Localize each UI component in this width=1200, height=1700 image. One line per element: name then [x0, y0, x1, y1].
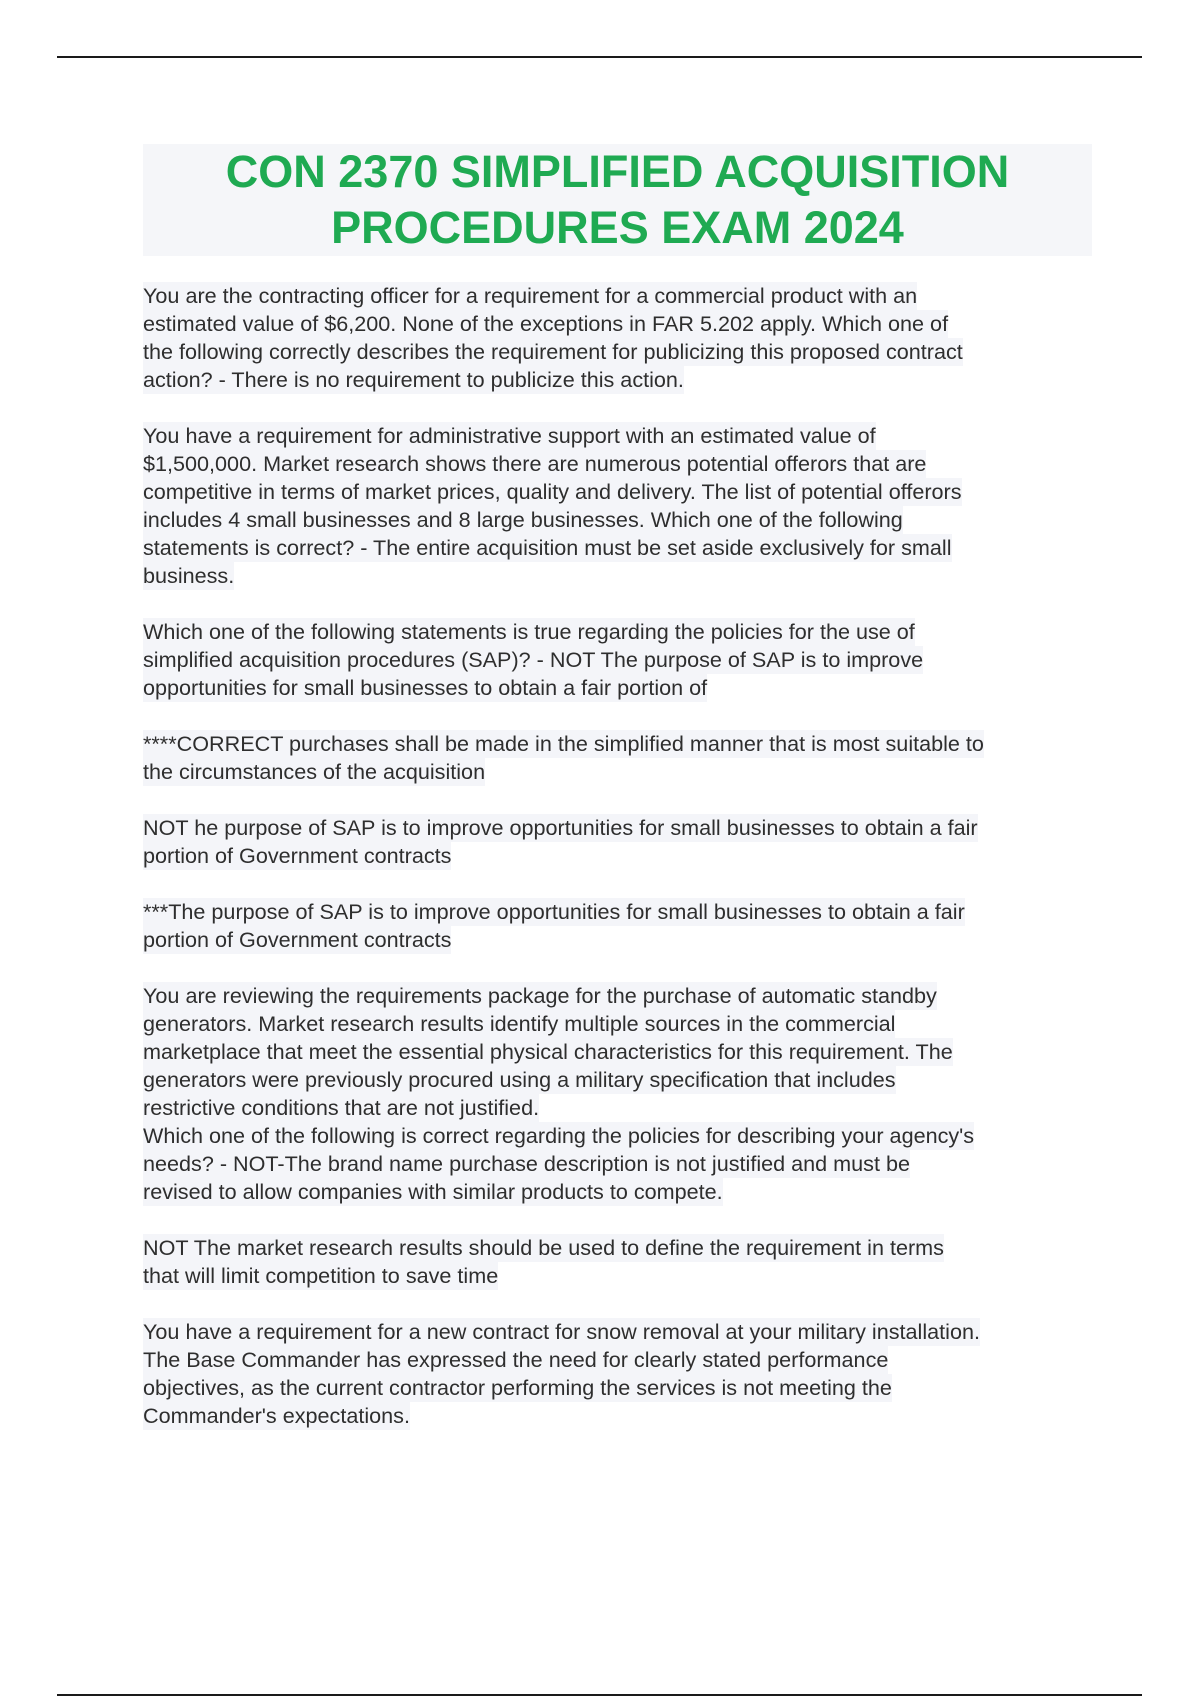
text-line: NOT The market research results should be used to define the requirement in terms: [143, 1235, 944, 1260]
text-line: NOT he purpose of SAP is to improve opportunities for small businesses to obtain a fair: [143, 815, 978, 840]
text-line: action? - There is no requirement to publicize this action.: [143, 367, 684, 392]
text-line: ***The purpose of SAP is to improve opportunities for small businesses to obtain a fair: [143, 899, 965, 924]
question-paragraph: [143, 982, 1098, 1206]
text-line: generators. Market research results identify multiple sources in the commercial: [143, 1011, 896, 1036]
text-line: the circumstances of the acquisition: [143, 759, 486, 784]
text-line: ****CORRECT purchases shall be made in the simplified manner that is most suitable to: [143, 731, 984, 756]
text-line: Which one of the following statements is true regarding the policies for the use of: [143, 619, 915, 644]
text-line: competitive in terms of market prices, quality and delivery. The list of potential offerors: [143, 479, 962, 504]
text-line: marketplace that meet the essential physical characteristics for this requirement. The: [143, 1039, 953, 1064]
title-line-1: CON 2370 SIMPLIFIED ACQUISITION: [225, 146, 1010, 197]
text-line: revised to allow companies with similar products to compete.: [143, 1179, 723, 1204]
text-line: The Base Commander has expressed the need for clearly stated performance: [143, 1347, 889, 1372]
answer-paragraph: [143, 898, 1098, 954]
question-paragraph: [143, 1318, 1098, 1430]
question-paragraph: [143, 282, 1098, 394]
title-banner: [143, 144, 1092, 256]
text-line: business.: [143, 563, 235, 588]
text-line: You are reviewing the requirements package for the purchase of automatic standby: [143, 983, 937, 1008]
top-rule: [57, 56, 1142, 58]
text-line: statements is correct? - The entire acquisition must be set aside exclusively for small: [143, 535, 952, 560]
text-line: You have a requirement for a new contract for snow removal at your military installation.: [143, 1319, 980, 1344]
answer-paragraph: [143, 814, 1098, 870]
text-line: $1,500,000. Market research shows there are numerous potential offerors that are: [143, 451, 927, 476]
question-paragraph: [143, 618, 1098, 702]
text-line: restrictive conditions that are not justified.: [143, 1095, 540, 1120]
title-line-2: PROCEDURES EXAM 2024: [331, 202, 904, 253]
answer-paragraph: [143, 730, 1098, 786]
text-line: opportunities for small businesses to obtain a fair portion of: [143, 675, 708, 700]
answer-paragraph: [143, 1234, 1098, 1290]
text-line: generators were previously procured using a military specification that includes: [143, 1067, 896, 1092]
text-line: Which one of the following is correct regarding the policies for describing your agency's: [143, 1123, 975, 1148]
text-line: needs? - NOT-The brand name purchase description is not justified and must be: [143, 1151, 910, 1176]
text-line: portion of Government contracts: [143, 843, 452, 868]
bottom-rule: [57, 1694, 1142, 1696]
text-line: estimated value of $6,200. None of the exceptions in FAR 5.202 apply. Which one of: [143, 311, 949, 336]
text-line: includes 4 small businesses and 8 large businesses. Which one of the following: [143, 507, 903, 532]
text-line: You have a requirement for administrative support with an estimated value of: [143, 423, 876, 448]
text-line: You are the contracting officer for a requirement for a commercial product with an: [143, 283, 918, 308]
text-line: that will limit competition to save time: [143, 1263, 499, 1288]
text-line: Commander's expectations.: [143, 1403, 410, 1428]
document-body: [143, 282, 1098, 1458]
text-line: objectives, as the current contractor performing the services is not meeting the: [143, 1375, 892, 1400]
text-line: the following correctly describes the requirement for publicizing this proposed contract: [143, 339, 963, 364]
question-paragraph: [143, 422, 1098, 590]
text-line: portion of Government contracts: [143, 927, 452, 952]
text-line: simplified acquisition procedures (SAP)? - NOT The purpose of SAP is to improve: [143, 647, 924, 672]
